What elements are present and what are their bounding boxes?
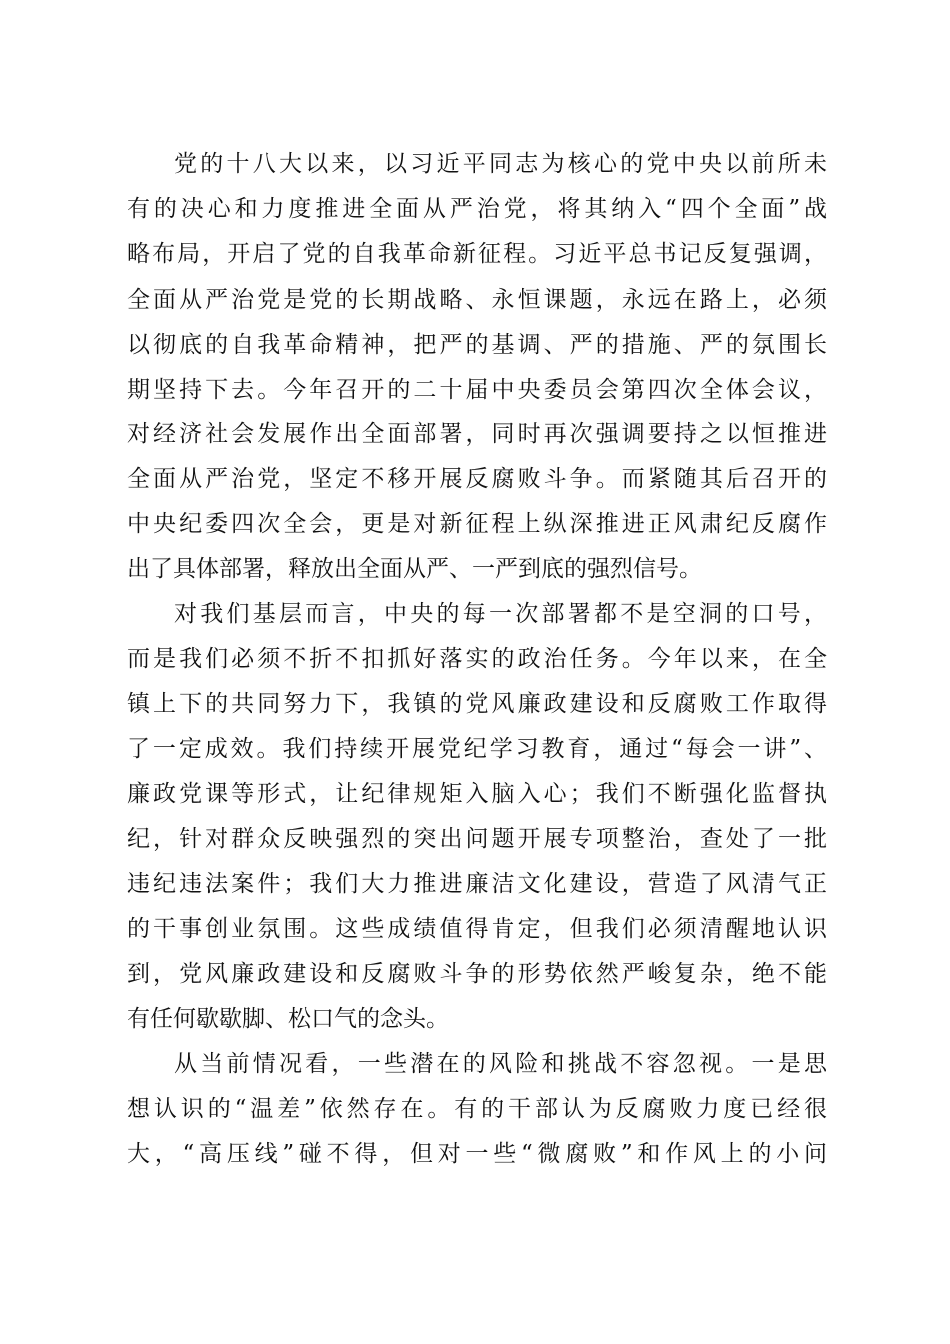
paragraph-1-line-7: 对经济社会发展作出全面部署，同时再次强调要持之以恒推进 bbox=[127, 421, 827, 447]
paragraph-2-line-7: 违纪违法案件；我们大力推进廉洁文化建设，营造了风清气正 bbox=[127, 871, 827, 897]
paragraph-2-line-6: 纪，针对群众反映强烈的突出问题开展专项整治，查处了一批 bbox=[127, 826, 827, 852]
paragraph-1-line-9: 中央纪委四次全会，更是对新征程上纵深推进正风肃纪反腐作 bbox=[127, 511, 827, 537]
paragraph-2-line-5: 廉政党课等形式，让纪律规矩入脑入心；我们不断强化监督执 bbox=[127, 781, 827, 807]
paragraph-1-line-4: 全面从严治党是党的长期战略、永恒课题，永远在路上，必须 bbox=[127, 287, 827, 313]
paragraph-1-line-3: 略布局，开启了党的自我革命新征程。习近平总书记反复强调， bbox=[127, 241, 827, 267]
paragraph-2-line-2: 而是我们必须不折不扣抓好落实的政治任务。今年以来，在全 bbox=[127, 646, 827, 672]
paragraph-1-line-1: 党的十八大以来，以习近平同志为核心的党中央以前所未 bbox=[174, 151, 827, 177]
paragraph-2-line-8: 的干事创业氛围。这些成绩值得肯定，但我们必须清醒地认识 bbox=[127, 916, 827, 942]
paragraph-1-line-5: 以彻底的自我革命精神，把严的基调、严的措施、严的氛围长 bbox=[127, 332, 827, 358]
paragraph-1-line-2: 有的决心和力度推进全面从严治党，将其纳入“四个全面”战 bbox=[127, 196, 827, 222]
paragraph-1-line-6: 期坚持下去。今年召开的二十届中央委员会第四次全体会议， bbox=[127, 377, 827, 403]
paragraph-1-line-8: 全面从严治党，坚定不移开展反腐败斗争。而紧随其后召开的 bbox=[127, 466, 827, 492]
paragraph-2-line-10: 有任何歇歇脚、松口气的念头。 bbox=[127, 1006, 449, 1032]
paragraph-2-line-4: 了一定成效。我们持续开展党纪学习教育，通过“每会一讲”、 bbox=[127, 736, 827, 762]
paragraph-3-line-3: 大，“高压线”碰不得，但对一些“微腐败”和作风上的小问 bbox=[127, 1141, 827, 1167]
paragraph-2-line-3: 镇上下的共同努力下，我镇的党风廉政建设和反腐败工作取得 bbox=[127, 691, 827, 717]
paragraph-1-line-10: 出了具体部署，释放出全面从严、一严到底的强烈信号。 bbox=[127, 556, 702, 582]
paragraph-3-line-1: 从当前情况看，一些潜在的风险和挑战不容忽视。一是思 bbox=[174, 1051, 827, 1077]
paragraph-3-line-2: 想认识的“温差”依然存在。有的干部认为反腐败力度已经很 bbox=[127, 1096, 827, 1122]
paragraph-2-line-9: 到，党风廉政建设和反腐败斗争的形势依然严峻复杂，绝不能 bbox=[127, 961, 827, 987]
paragraph-2-line-1: 对我们基层而言，中央的每一次部署都不是空洞的口号， bbox=[174, 601, 827, 627]
